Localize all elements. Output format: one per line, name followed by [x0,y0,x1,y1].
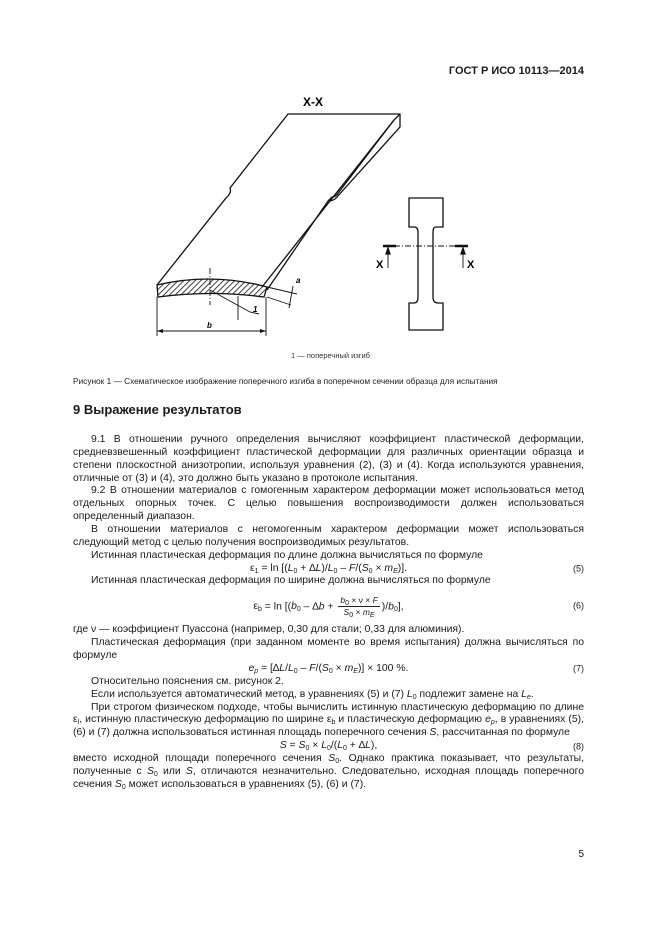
text-run: × [332,662,345,674]
math-symbol [340,595,349,605]
symbol: ε [326,714,332,726]
paragraph [73,676,584,689]
fraction-numerator [338,595,379,607]
paragraph [73,753,584,792]
variable: L [327,562,334,574]
text-run: подлежит замене на [416,688,522,700]
subscript: b [331,719,336,727]
variable: L [315,562,322,574]
specimen-plan-view [383,198,468,330]
equation-number: (7) [573,663,584,674]
variable: b [340,594,346,605]
paragraph [73,524,584,550]
text-run: = [∆ [258,662,280,674]
math-symbol [288,563,298,574]
subscript: l [77,719,80,727]
math-symbol [299,740,310,751]
math-symbol [344,607,354,617]
subscript: 0 [345,599,349,607]
math-symbol [407,689,417,700]
equation [73,562,584,575]
document-header: ГОСТ Р ИСО 10113—2014 [448,65,584,77]
text-run: Если используется автоматический метод, в уравнениях (5) и (7) [91,688,407,700]
subscript: 1 [254,567,259,575]
text-run: × ν × [348,594,373,605]
text-run: )] × 100 %. [357,662,409,674]
paragraph [73,550,584,563]
text-run: + ∆ [297,562,316,574]
subscript: 0 [335,758,340,766]
variable: b [318,601,325,613]
variable: S [146,765,154,777]
paragraph [73,689,584,702]
math-symbol [362,563,373,574]
subscript: 0 [368,567,373,575]
fraction [338,595,379,618]
math-symbol [280,740,287,751]
text-run: и пластическую деформацию [335,714,486,726]
equation-formula [250,563,407,576]
subscript: 0 [393,606,398,614]
figure-caption: Рисунок 1 — Схематическое изображение поперечного изгиба в поперечном сечении образца для испытания [73,376,498,386]
variable: L [321,740,327,752]
equation [73,663,584,676]
text-run: )]. [397,562,407,574]
math-symbol [147,766,158,777]
subscript: 0 [293,567,298,575]
equation-formula [253,595,403,618]
text-run: – [297,662,310,674]
text-run: /( [355,562,362,574]
variable: m [384,562,394,574]
subscript-var: e [526,693,531,701]
variable: F [372,594,378,605]
subscript: 0 [153,770,158,778]
page-number: 5 [578,849,584,860]
text-run: = ln [( [261,601,292,613]
callout-1-label: 1 [253,305,258,314]
paragraph [73,434,584,485]
subscript: 0 [328,667,333,675]
subscript-var: E [393,567,398,575]
symbol: ε [253,601,259,613]
variable: S [328,753,336,765]
text-run: , отличаются незначительно. Следовательно, исходная площадь поперечного сечения [73,765,584,790]
subscript: 0 [333,567,338,575]
equation-formula [249,663,409,676]
equation-number: (6) [573,600,584,611]
text-run: ], [397,601,404,613]
text-run: + [324,601,337,613]
subscript: b [258,606,262,614]
text-run: /( [315,662,322,674]
variable: S [298,740,306,752]
text-run: 9.1 В отношении ручного определения вычисляют коэффициент пластической деформации, средневзвешенный коэффициент пластической деформации для различных ориентации образца и степени плоскостной анизотропии, используя уравнения (2), (3) и (4). Когда используются уравнения, отличные от (3) и (4), это должно быть указано в протоколе испытания. [73,434,584,484]
math-symbol [250,563,259,574]
text-run: При строгом физическом подходе, чтобы вычислить истинную пластическую деформацию по длине [91,701,584,713]
math-symbol [345,663,358,674]
math-symbol [337,740,347,751]
section-mark-right: X [467,259,475,271]
subscript [370,612,375,619]
math-symbol [249,663,259,674]
text-run: . Однако практика показывает, что результаты, полученные с [73,753,585,777]
equation-formula [280,740,378,753]
section-mark-left: X [376,259,384,271]
text-run: Относительно пояснения см. рисунок 2. [91,675,284,687]
variable: L [337,740,344,752]
text-run: /( [330,740,338,752]
variable: S [279,740,287,752]
variable: L [365,740,371,752]
text-run: Истинная пластическая деформация по ширине должна вычисляться по формуле [91,575,491,587]
equation-number: (5) [573,563,584,574]
paragraph [73,702,584,741]
text-run: × [372,562,385,574]
subscript-var: E [369,611,375,619]
text-run: = [286,740,299,752]
variable: S [114,778,122,790]
math-symbol [322,663,333,674]
text-run: ), [370,740,378,752]
paragraph [73,624,584,637]
subscript: 0 [305,745,310,753]
variable: e [485,714,491,726]
math-symbol [373,595,378,605]
variable: S [361,562,369,574]
subscript-var: E [353,667,358,675]
variable: e [248,662,255,674]
figure-specimen-diagram [0,0,661,350]
fraction-denominator [338,607,379,618]
text-run: или [157,765,186,777]
text-run: + ∆ [346,740,366,752]
text-run: )/ [321,562,328,574]
subscript: 0 [349,611,354,619]
math-symbol [288,663,298,674]
text-run: 9.2 В отношении материалов с гомогенным характером деформации может использоваться метод отдельных опорных точек. С целью повышения воспроизводимости должен использоваться определенный диапазон. [73,485,584,523]
text-run: В отношении материалов с негомогенным характером деформации может использоваться следующий метод с целью получения воспроизводимых результатов. [73,523,584,548]
equation [73,740,584,753]
variable: b [291,601,297,613]
paragraph [73,485,584,524]
variable: F [309,662,316,674]
text-run: Пластическая деформация (при заданном моменте во время испытания) должна вычисляться по формуле [73,637,584,661]
text-run: Истинная пластическая деформация по длине должна вычисляться по формуле [91,549,483,561]
text-run: – [337,562,350,574]
paragraph [73,575,584,588]
subscript: 0 [343,745,347,753]
math-symbol [485,714,495,725]
body-text [73,434,584,792]
variable: m [362,606,370,617]
math-symbol [115,779,126,790]
subscript-var: p [490,719,495,727]
text-run: × [309,740,322,752]
text-run: . [530,688,534,700]
variable: S [321,662,329,674]
subscript: 0 [412,693,417,701]
variable: L [521,688,527,700]
subscript: 0 [293,667,298,675]
math-symbol [384,563,397,574]
math-symbol [186,766,193,777]
section-label: X-X [303,95,324,109]
text-run: , истинную пластическую деформацию по ширине [79,714,327,726]
math-symbol [363,607,375,617]
text-run: , в уравнениях (5), (6) и (7) должна использоваться истинная площадь поперечного сечения [73,714,584,739]
math-symbol [328,563,338,574]
plate-drawing [157,114,400,336]
text-run: / [285,662,288,674]
paragraph [73,637,584,663]
text-run: )/ [381,601,389,613]
symbol: ε [73,714,78,726]
equation [73,588,584,624]
math-symbol [291,601,301,612]
variable: m [344,662,354,674]
text-run: , рассчитанная по формуле [436,727,570,739]
variable: L [287,662,294,674]
variable: S [429,727,437,739]
text-run: × [353,606,363,617]
subscript: 0 [326,745,331,753]
subscript-var: p [254,667,259,675]
subscript: 0 [296,606,301,614]
text-run: может использоваться в уравнениях (5), (6) и (7). [125,778,367,790]
math-symbol [253,601,262,612]
variable: L [279,662,286,674]
figure-legend: 1 — поперечный изгиб [291,351,370,360]
subscript: 0 [121,783,126,791]
variable: F [349,562,356,574]
text-run: вместо исходной площади поперечного сечения [73,753,329,765]
variable: S [343,606,350,617]
text-run: – ∆ [300,601,319,613]
section-heading: 9 Выражение результатов [73,402,242,417]
dim-a-label: a [296,276,301,285]
text-run: = ln [( [258,562,288,574]
math-symbol [328,753,339,764]
text-run: где ν — коэффициент Пуассона (например, 0,30 для стали; 0,33 для алюминия). [73,624,465,636]
math-symbol [321,740,331,751]
dim-b-label: b [207,321,212,330]
variable: L [287,562,294,574]
variable: S [185,765,193,777]
math-symbol [521,689,531,700]
variable: L [406,688,413,700]
symbol: ε [250,562,255,574]
equation-number: (8) [573,741,584,752]
variable: b [388,601,394,613]
